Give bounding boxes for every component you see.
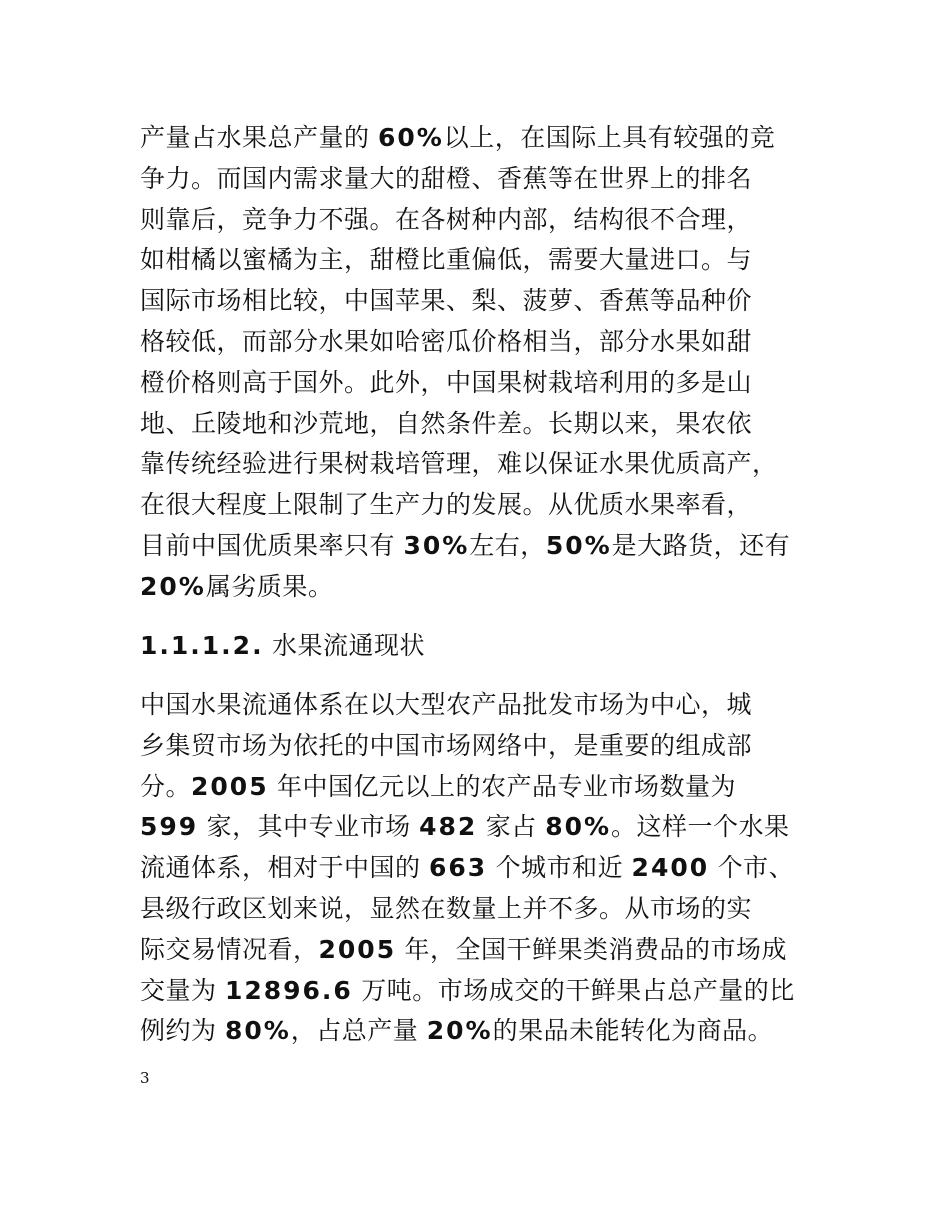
text-line: 际交易情况看，2005 年，全国干鲜果类消费品的市场成 (140, 934, 788, 964)
text-line: 在很大程度上限制了生产力的发展。从优质水果率看， (140, 490, 753, 520)
page-number: 3 (140, 1069, 150, 1087)
text-line: 靠传统经验进行果树栽培管理，难以保证水果优质高产， (140, 449, 778, 479)
text-line: 格较低，而部分水果如哈密瓜价格相当，部分水果如甜 (140, 326, 753, 356)
text-line: 20%属劣质果。 (140, 571, 334, 601)
text-line: 例约为 80%，占总产量 20%的果品未能转化为商品。 (140, 1016, 774, 1046)
text-line: 橙价格则高于国外。此外，中国果树栽培利用的多是山 (140, 367, 753, 397)
paragraph-fruit-production (140, 118, 820, 608)
section-heading (140, 626, 425, 666)
text-line: 如柑橘以蜜橘为主，甜橙比重偏低，需要大量进口。与 (140, 245, 753, 275)
text-line: 流通体系，相对于中国的 663 个城市和近 2400 个市、 (140, 853, 795, 883)
text-line: 中国水果流通体系在以大型农产品批发市场为中心，城 (140, 690, 753, 719)
paragraph-fruit-circulation (140, 685, 820, 1052)
text-line: 乡集贸市场为依托的中国市场网络中，是重要的组成部 (140, 730, 753, 760)
text-line: 分。2005 年中国亿元以上的农产品专业市场数量为 (140, 771, 737, 801)
text-line: 县级行政区划来说，显然在数量上并不多。从市场的实 (140, 893, 753, 923)
text-line: 国际市场相比较，中国苹果、梨、菠萝、香蕉等品种价 (140, 286, 753, 316)
text-line: 599 家，其中专业市场 482 家占 80%。这样一个水果 (140, 812, 790, 842)
text-line: 地、丘陵地和沙荒地，自然条件差。长期以来，果农依 (140, 408, 753, 438)
section-title: 水果流通现状 (272, 631, 426, 660)
text-line: 则靠后，竞争力不强。在各树种内部，结构很不合理， (140, 204, 753, 234)
text-line: 目前中国优质果率只有 30%左右，50%是大路货，还有 (140, 530, 791, 560)
text-line: 交量为 12896.6 万吨。市场成交的干鲜果占总产量的比 (140, 975, 795, 1005)
text-line: 产量占水果总产量的 60%以上，在国际上具有较强的竞 (140, 123, 776, 152)
text-line: 争力。而国内需求量大的甜橙、香蕉等在世界上的排名 (140, 163, 753, 193)
section-number: 1.1.1.2. (140, 631, 264, 660)
